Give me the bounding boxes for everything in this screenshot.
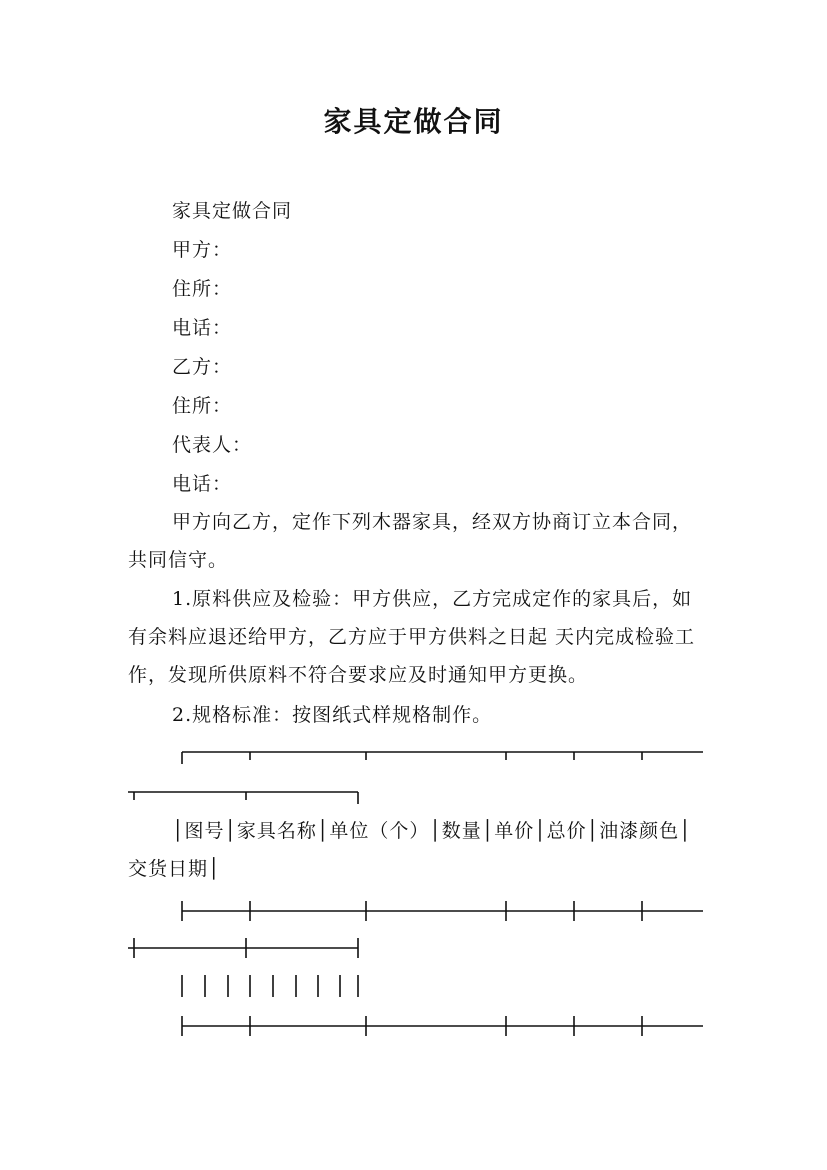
header-line-phone-b: 电话： [172,473,233,495]
table-bottom-border [128,1012,703,1042]
header-line-representative: 代表人： [172,434,253,456]
header-line-phone-a: 电话： [172,317,233,339]
table-header-row: │图号│家具名称│单位（个）│数量│单价│总价│油漆颜色│交货日期│ [128,820,692,880]
header-line-party-a: 甲方： [172,239,233,261]
paragraph-intro: 甲方向乙方，定作下列木器家具，经双方协商订立本合同，共同信守。 [128,511,693,571]
header-line-address-b: 住所： [172,395,233,417]
document-title: 家具定做合同 [323,105,504,138]
header-line-party-b: 乙方： [172,356,233,378]
paragraph-specification: 2.规格标准：按图纸式样规格制作。 [172,704,493,726]
header-line-contract-name: 家具定做合同 [172,200,293,222]
paragraph-materials: 1.原料供应及检验：甲方供应，乙方完成定作的家具后，如有余料应退还给甲方，乙方应于甲方供料之日起 天内完成检验工作，发现所供原料不符合要求应及时通知甲方更换。 [128,588,696,686]
header-line-address-a: 住所： [172,278,233,300]
table-empty-row [128,970,703,1000]
